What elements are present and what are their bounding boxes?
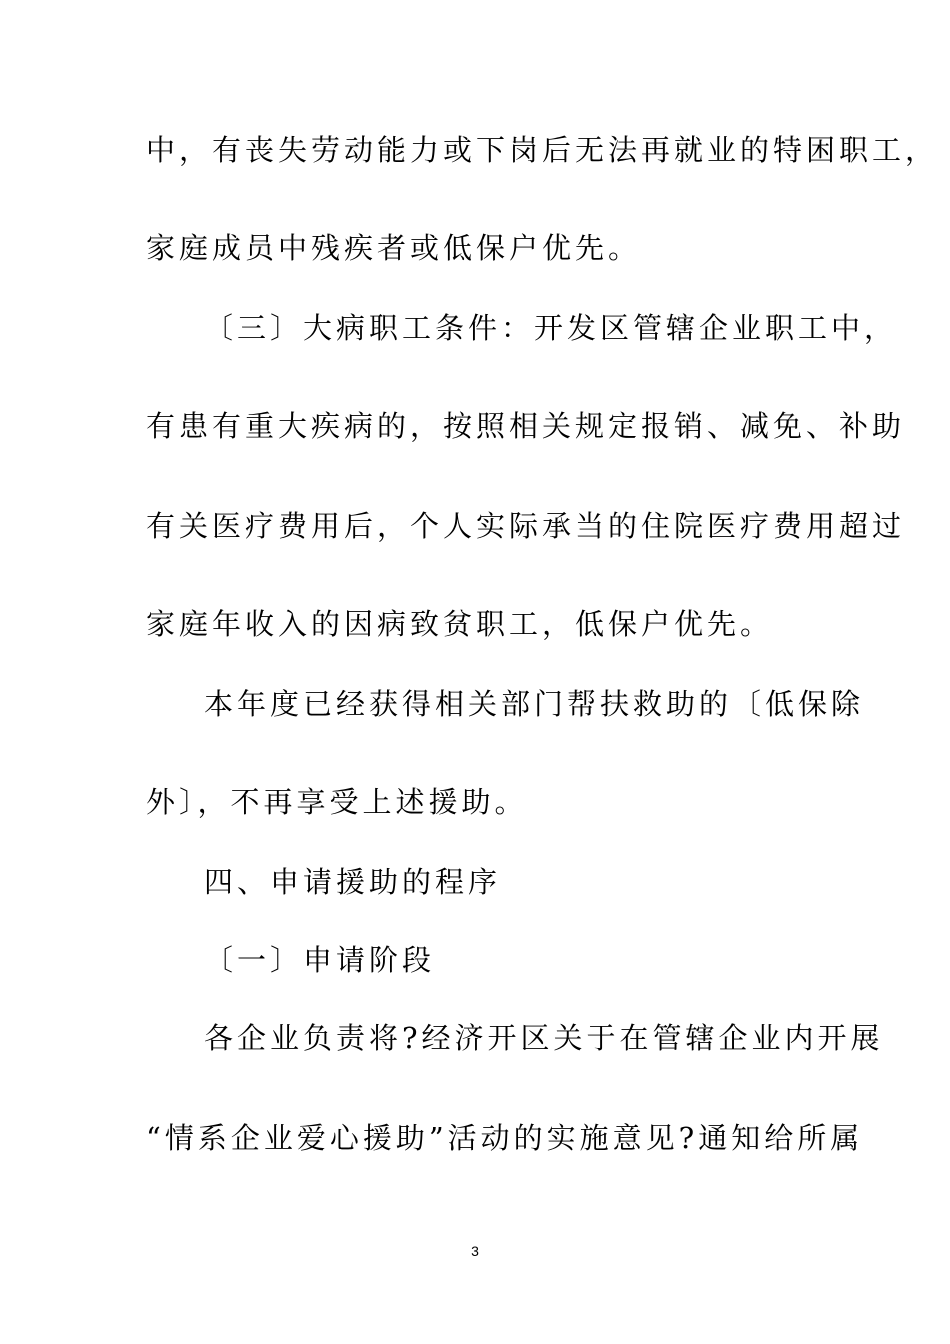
paragraph-line: 家庭年收入的因病致贫职工，低保户优先。: [146, 607, 774, 641]
paragraph-line: “情系企业爱心援助”活动的实施意见?通知给所属: [146, 1121, 864, 1155]
paragraph-line: 各企业负责将?经济开区关于在管辖企业内开展: [204, 1021, 884, 1055]
paragraph-line: 有患有重大疾病的，按照相关规定报销、减免、补助: [146, 409, 906, 443]
paragraph-line: 外〕，不再享受上述援助。: [146, 785, 528, 819]
paragraph-line: 中，有丧失劳动能力或下岗后无法再就业的特困职工，: [146, 133, 939, 167]
paragraph-line: 有关医疗费用后，个人实际承当的住院医疗费用超过: [146, 509, 906, 543]
page-number: 3: [471, 1243, 479, 1259]
paragraph-line: 家庭成员中残疾者或低保户优先。: [146, 231, 642, 265]
paragraph-line: 〔三〕大病职工条件：开发区管辖企业职工中，: [204, 311, 898, 345]
paragraph-line: 本年度已经获得相关部门帮扶救助的〔低保除: [204, 687, 865, 721]
section-heading: 四、申请援助的程序: [204, 865, 502, 899]
subsection-heading: 〔一〕申请阶段: [204, 943, 436, 977]
